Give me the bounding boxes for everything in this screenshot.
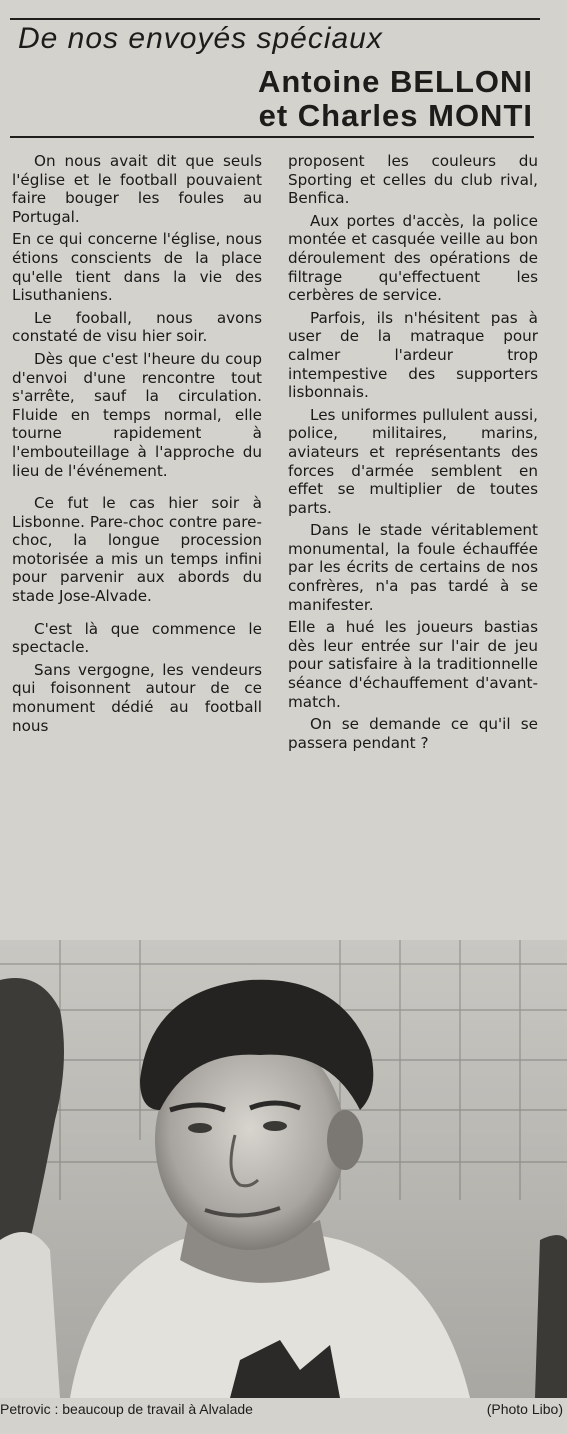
header-bottom-rule [10,136,534,138]
paragraph: Ce fut le cas hier soir à Lisbonne. Pare-choc contre pare-choc, la longue procession motorisée a mis un temps infini pour parvenir aux abords du stade Jose-Alvade. [12,494,262,606]
byline-authors-2 [259,98,533,134]
paragraph: Elle a hué les joueurs bastias dès leur entrée sur l'air de jeu pour satisfaire à la traditionnelle séance d'échauffement d'avant-match. [288,618,538,711]
paragraph: On se demande ce qu'il se passera pendant ? [288,715,538,752]
paragraph: proposent les couleurs du Sporting et celles du club rival, Benfica. [288,152,538,208]
photo-illustration [0,940,567,1398]
player-photo [0,940,567,1398]
byline-line-2: et Charles MONTI [258,98,533,133]
paragraph: Sans vergogne, les vendeurs qui foisonnent autour de ce monument dédié au football nous [12,660,262,735]
paragraph: Dès que c'est l'heure du coup d'envoi d'une rencontre tout s'arrête, sauf la circulation. Fluide en temps normal, elle tourne rapidement à l'embouteillage à l'approche du lieu de l'événement. [12,349,262,480]
byline-line-1: Antoine BELLONI [257,64,533,99]
article-column-right [288,152,538,756]
paragraph: Dans le stade véritablement monumental, la foule échauffée par les écrits de certains de nos confrères, n'a pas tardé à se manifester. [288,521,538,614]
paragraph: Aux portes d'accès, la police montée et casquée veille au bon déroulement des opérations de filtrage qu'effectuent les cerbères de service. [288,211,538,305]
paragraph: On nous avait dit que seuls l'église et le football pouvaient faire bouger les foules au Portugal. [12,152,262,226]
byline-authors [258,64,533,100]
photo-caption: Petrovic : beaucoup de travail à Alvalade [0,1401,253,1417]
paragraph: Le fooball, nous avons constaté de visu hier soir. [12,308,262,346]
paragraph: Parfois, ils n'hésitent pas à user de la matraque pour calmer l'ardeur trop intempestive des supporters lisbonnais. [288,308,538,402]
section-kicker: De nos envoyés spéciaux [18,22,383,55]
article-column-left [12,152,262,739]
top-rule [10,18,540,20]
paragraph: En ce qui concerne l'église, nous étions conscients de la place qu'elle tient dans la vie des Lisuthaniens. [12,230,262,305]
paragraph: Les uniformes pullulent aussi, police, militaires, marins, aviateurs et représentants des forces d'armée semblent en effet se multiplier de toutes parts. [288,405,538,517]
paragraph: C'est là que commence le spectacle. [12,619,262,657]
photo-credit: (Photo Libo) [486,1401,563,1417]
